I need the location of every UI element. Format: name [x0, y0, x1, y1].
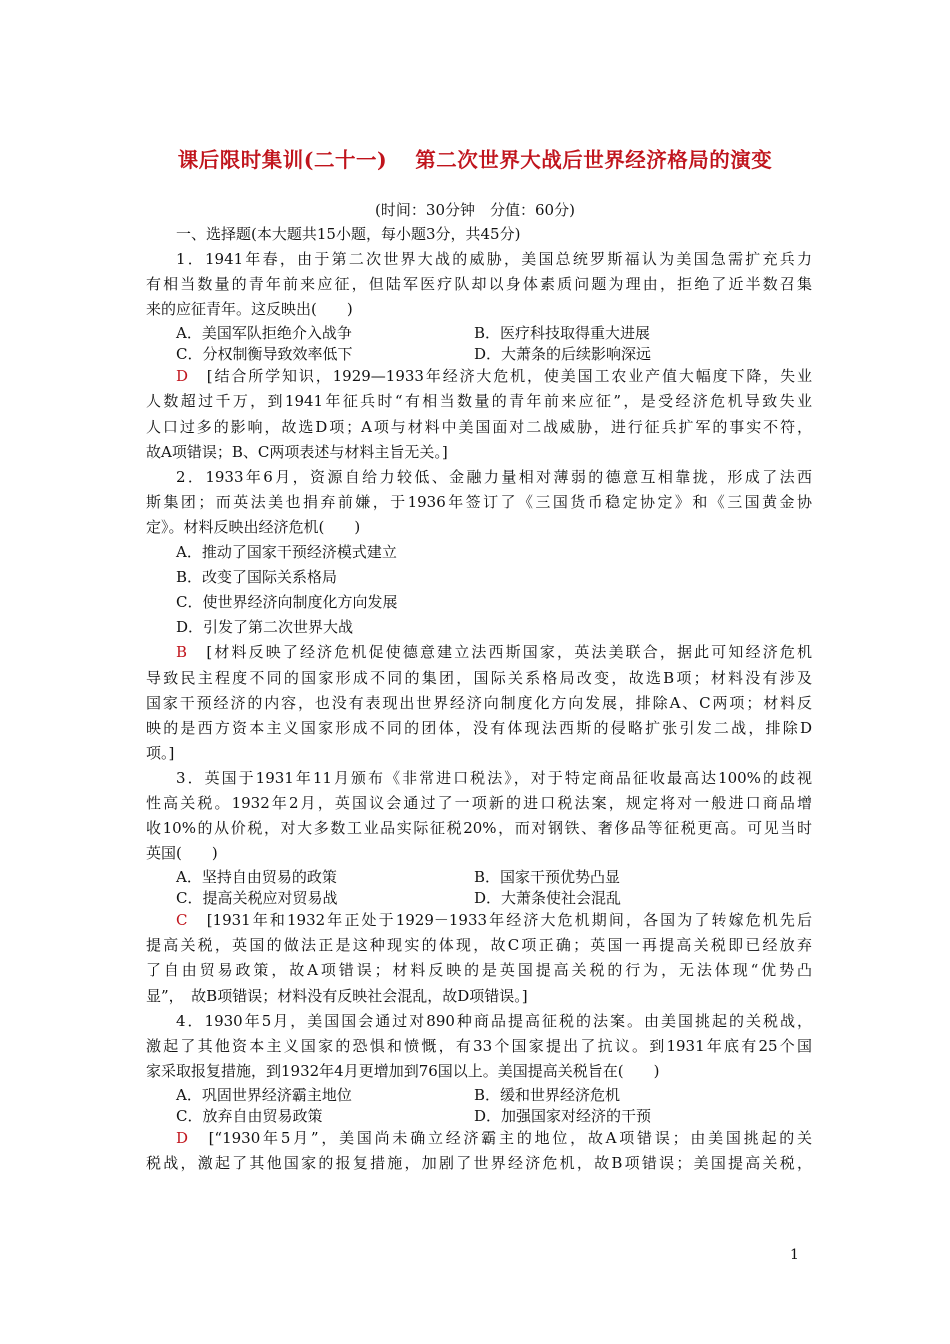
- question-4: [146, 1009, 812, 1176]
- question-stem-line: 3．英国于1931年11月颁布《非常进口税法》，对于特定商品征收最高达100%的歧视: [176, 768, 812, 787]
- option-a: A．巩固世界经济霸主地位: [176, 1085, 352, 1104]
- question-stem-line: 性高关税。1932年2月，英国议会通过了一项新的进口税法案，规定将对一般进口商品增: [146, 793, 812, 812]
- explanation-line: D [结合所学知识，1929—1933年经济大危机，使美国工农业产值大幅度下降，失业: [176, 367, 812, 386]
- section-heading: 一、选择题(本大题共15小题，每小题3分，共45分): [176, 225, 521, 243]
- time-score-info: (时间：30分钟 分值：60分): [375, 201, 575, 219]
- option-b: B．国家干预优势凸显: [474, 868, 621, 887]
- explanation-line: 故A项错误；B、C两项表述与材料主旨无关。]: [146, 442, 448, 461]
- page-number: 1: [790, 1247, 799, 1263]
- option-d: D．加强国家对经济的干预: [474, 1106, 652, 1125]
- title-series: 课后限时集训(二十一): [177, 148, 388, 172]
- option-row: [146, 322, 812, 343]
- explanation-line: D [“1930年5月”，美国尚未确立经济霸主的地位，故A项错误；由美国挑起的关: [176, 1128, 812, 1147]
- question-stem-line: 定》。材料反映出经济危机( ): [146, 517, 361, 536]
- explanation-line: 映的是西方资本主义国家形成不同的团体，没有体现法西斯的侵略扩张引发二战，排除D: [146, 718, 812, 737]
- answer-letter: D: [176, 1128, 189, 1147]
- document-body: [146, 222, 812, 1176]
- answer-letter: D: [176, 367, 189, 386]
- question-1: [146, 247, 812, 465]
- question-stem-line: 收10%的从价税，对大多数工业品实际征税20%，而对钢铁、奢侈品等征税更高。可见当时: [146, 819, 812, 838]
- option-d: D．大萧条的后续影响深远: [474, 345, 652, 364]
- option-c: C．使世界经济向制度化方向发展: [176, 593, 398, 612]
- option-b: B．医疗科技取得重大进展: [474, 324, 651, 343]
- explanation-line: B [材料反映了经济危机促使德意建立法西斯国家，英法美联合，据此可知经济危机: [176, 643, 812, 662]
- option-row: [146, 343, 812, 364]
- explanation-line: 导致民主程度不同的国家形成不同的集团，国际关系格局改变，故选B项；材料没有涉及: [146, 668, 812, 687]
- explanation-line: 提高关税，英国的做法正是这种现实的体现，故C项正确；英国一再提高关税即已经放弃: [146, 936, 812, 955]
- question-3: [146, 766, 812, 1009]
- question-stem-line: 激起了其他资本主义国家的恐惧和愤慨，有33个国家提出了抗议。到1931年底有25个国: [146, 1036, 812, 1055]
- question-2: [146, 465, 812, 766]
- option-a: A．美国军队拒绝介入战争: [176, 324, 352, 343]
- option-b: B．改变了国际关系格局: [176, 568, 338, 587]
- explanation-line: 人数超过千万，到1941年征兵时“有相当数量的青年前来应征”，是受经济危机导致失业: [146, 392, 812, 411]
- answer-letter: B: [176, 643, 188, 662]
- option-b: B．缓和世界经济危机: [474, 1085, 621, 1104]
- question-stem-line: 1．1941年春，由于第二次世界大战的威胁，美国总统罗斯福认为美国急需扩充兵力: [176, 250, 812, 269]
- explanation-line: 项。]: [146, 743, 175, 762]
- page-title: [0, 143, 950, 173]
- explanation-line: 国家干预经济的内容，也没有表现出世界经济向制度化方向发展，排除A、C两项；材料反: [146, 693, 812, 712]
- option-a: A．推动了国家干预经济模式建立: [176, 543, 397, 562]
- explanation-line: 税战，激起了其他国家的报复措施，加剧了世界经济危机，故B项错误；美国提高关税，: [146, 1154, 812, 1172]
- explanation-line: 了自由贸易政策，故A项错误；材料反映的是英国提高关税的行为，无法体现“优势凸: [146, 961, 812, 980]
- question-stem-line: 来的应征青年。这反映出( ): [146, 300, 353, 319]
- answer-letter: C: [176, 911, 188, 930]
- explanation-line: 显”， 故B项错误；材料没有反映社会混乱，故D项错误。]: [146, 986, 528, 1005]
- option-c: C．提高关税应对贸易战: [176, 889, 338, 908]
- option-c: C．分权制衡导致效率低下: [176, 345, 353, 364]
- question-stem-line: 斯集团；而英法美也捐弃前嫌，于1936年签订了《三国货币稳定协定》和《三国黄金协: [146, 492, 812, 511]
- question-stem-line: 有相当数量的青年前来应征，但陆军医疗队却以身体素质问题为理由，拒绝了近半数召集: [146, 275, 812, 294]
- option-c: C．放弃自由贸易政策: [176, 1106, 323, 1125]
- option-row: [146, 1105, 812, 1126]
- option-row: [146, 887, 812, 908]
- question-stem-line: 2．1933年6月，资源自给力较低、金融力量相对薄弱的德意互相靠拢，形成了法西: [176, 467, 812, 486]
- explanation-line: C [1931年和1932年正处于1929－1933年经济大危机期间，各国为了转嫁危机先后: [176, 911, 812, 930]
- option-d: D．大萧条使社会混乱: [474, 889, 622, 908]
- option-d: D．引发了第二次世界大战: [176, 618, 354, 637]
- question-stem-line: 英国( ): [146, 844, 218, 863]
- option-row: [146, 1084, 812, 1105]
- explanation-line: 人口过多的影响，故选D项；A项与材料中美国面对二战威胁，进行征兵扩军的事实不符，: [146, 417, 812, 436]
- question-stem-line: 家采取报复措施，到1932年4月更增加到76国以上。美国提高关税旨在( ): [146, 1061, 660, 1080]
- question-stem-line: 4．1930年5月，美国国会通过对890种商品提高征税的法案。由美国挑起的关税战，: [176, 1011, 812, 1030]
- title-topic: 第二次世界大战后世界经济格局的演变: [415, 148, 773, 172]
- option-a: A．坚持自由贸易的政策: [176, 868, 337, 887]
- option-row: [146, 866, 812, 887]
